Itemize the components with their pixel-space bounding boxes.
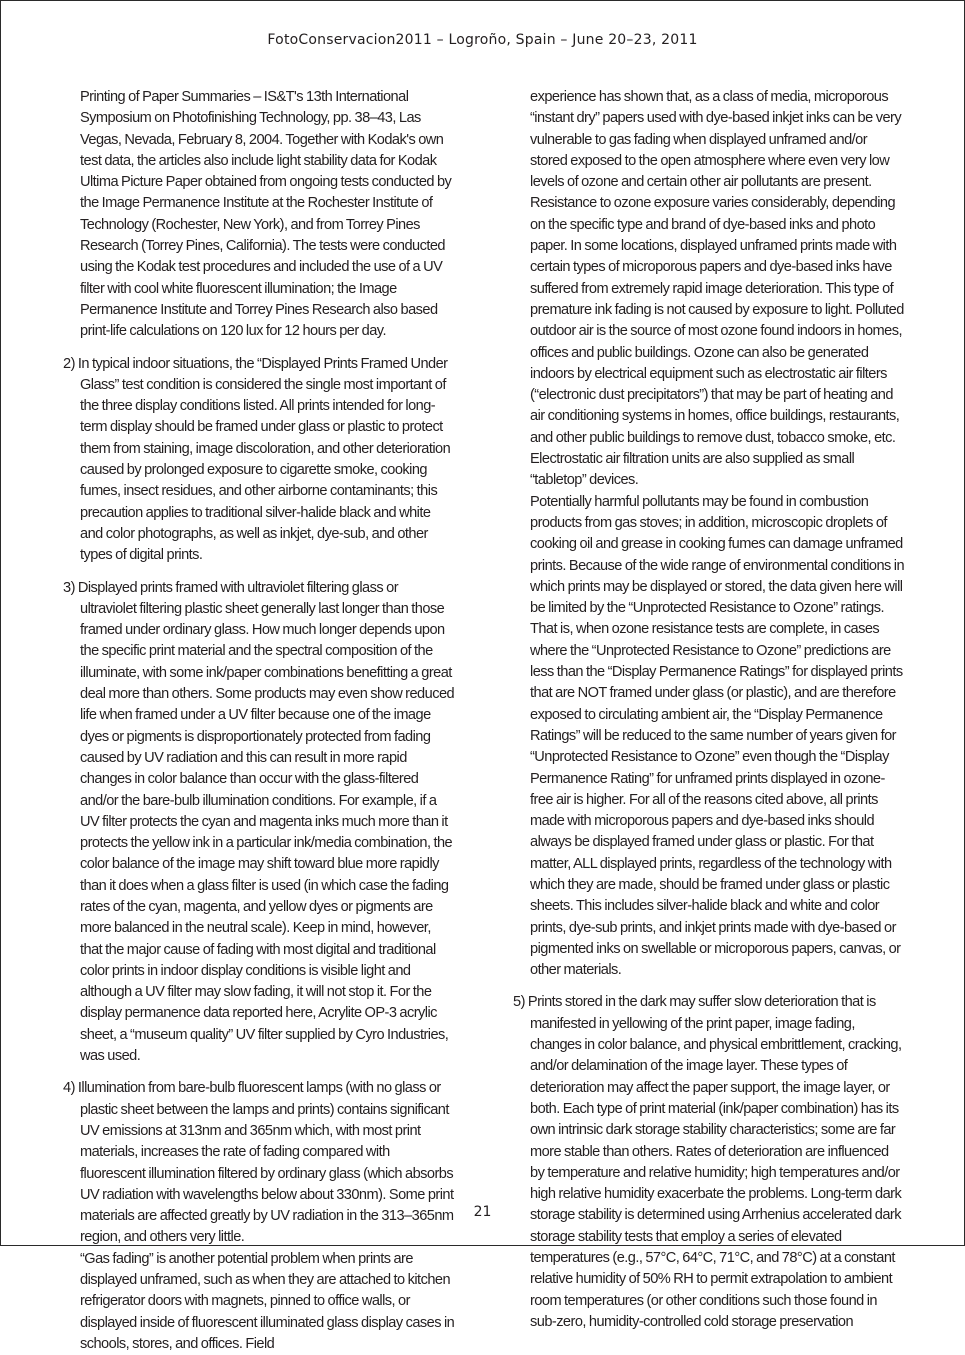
running-header: FotoConservacion2011 – Logroño, Spain – June 20–23, 2011 [267, 32, 698, 48]
continued-paragraph: experience has shown that, as a class of media, microporous “instant dry” papers used with dye-based inkjet inks can be very vulnerable to gas fading when displayed unframed and/or stored exposed to the open atmosphere where even very low levels of ozone and certain other air pollutants are present. Resistance to ozone exposure varies considerably, depending on the specific type and brand of dye-based inks and photo paper. In some locations, displayed unframed prints made with certain types of microporous papers and dye-based inks have suffered from extremely rapid image deterioration. This type of premature ink fading is not caused by exposure to light. Polluted outdoor air is the source of most ozone found indoors in homes, offices and public buildings. Ozone can also be generated indoors by electrical equipment such as electrostatic air filters (“electronic dust precipitators”) that may be part of heating and air conditioning systems in homes, office buildings, restaurants, and other public buildings to remove dust, tobacco smoke, etc. Electrostatic air filtration units are also supplied as small “tabletop” devices. [530, 89, 904, 489]
list-item-4-continuation: “Gas fading” is another potential problem when prints are displayed unframed, such as when they are attached to kitchen refrigerator doors with magnets, pinned to office walls, or displayed inside of fluorescent illuminated glass display cases in schools, stores, and offices. Field [80, 1250, 455, 1352]
list-item-4: 4) Illumination from bare-bulb fluorescent lamps (with no glass or plastic sheet between the lamps and prints) contains significant UV emissions at 313nm and 365nm which, with most print materials, increases the rate of fading compared with fluorescent illumination filtered by ordinary glass (which absorbs UV radiation with wavelengths below about 330nm). Some print materials are affected greatly by UV radiation in the 313–365nm region, and others very little. [63, 1080, 454, 1246]
list-item-5: 5) Prints stored in the dark may suffer slow deterioration that is manifested in yellowing of the print paper, image fading, changes in color balance, and physical embrittlement, cracking, and/or delamination of the image layer. These types of deterioration may affect the paper support, the image layer, or both. Each type of print material (ink/paper combination) has its own intrinsic dark storage stability characteristics; some are far more stable than others. Rates of deterioration are influenced by temperature and relative humidity; high temperatures and/or high relative humidity exacerbate the problems. Long-term dark storage stability is determined using Arrhenius accelerated dark storage stability tests that employ a series of elevated temperatures (e.g., 57°C, 64°C, 71°C, and 78°C) at a constant relative humidity of 50% RH to permit extrapolation to ambient room temperatures (or other conditions such those found in sub-zero, humidity-controlled cold storage preservation [513, 994, 902, 1330]
continued-paragraph: Printing of Paper Summaries – IS&T's 13th International Symposium on Photofinishing Technology, pp. 38–43, Las Vegas, Nevada, February 8, 2004. Together with Kodak's own test data, the articles also include light stability data for Kodak Ultima Picture Paper obtained from ongoing tests conducted by the Image Permanence Institute at the Rochester Institute of Technology (Rochester, New York), and from Torrey Pines Research (Torrey Pines, California). The tests were conducted using the Kodak test procedures and included the use of a UV filter with cool white fluorescent illumination; the Image Permanence Institute and Torrey Pines Research also based print-life calculations on 120 lux for 12 hours per day. [80, 89, 452, 340]
list-item-3: 3) Displayed prints framed with ultraviolet filtering glass or ultraviolet filtering plastic sheet generally last longer than those framed under ordinary glass. How much longer depends upon the specific print material and the spectral composition of the illuminate, with some ink/paper combinations benefitting a great deal more than others. Some products may even show reduced life when framed under a UV filter because one of the image dyes or pigments is disproportionately protected from fading caused by UV radiation and this can result in more rapid changes in color balance than occur with the glass-filtered and/or the bare-bulb illumination conditions. For example, if a UV filter protects the cyan and magenta inks much more than it protects the yellow ink in a particular ink/media combination, the color balance of the image may shift toward blue more rapidly than it does when a glass filter is used (in which case the fading rates of the cyan, magenta, and yellow dyes or pigments are more balanced in the neutral scale). Keep in mind, however, that the major cause of fading with most digital and traditional color prints in indoor display conditions is visible light and although a UV filter may slow fading, it will not stop it. For the display permanence data reported here, Acrylite OP-3 acrylic sheet, a “museum quality” UV filter supplied by Cyro Industries, was used. [63, 579, 455, 1065]
page-number: 21 [473, 1204, 492, 1220]
list-item-2: 2) In typical indoor situations, the “Displayed Prints Framed Under Glass” test condition is considered the single most important of the three display conditions listed. All prints intended for long-term display should be framed under glass or plastic to protect them from staining, image discoloration, and other deterioration caused by prolonged exposure to cigarette smoke, cooking fumes, insect residues, and other airborne contaminants; this precaution applies to traditional silver-halide black and white and color photographs, as well as inkjet, dye-sub, and other types of digital prints. [63, 355, 451, 564]
gas-fading-paragraph: Potentially harmful pollutants may be found in combustion products from gas stoves; in addition, microscopic droplets of cooking oil and grease in cooking fumes can damage unframed prints. Because of the wide range of environmental conditions in which prints may be displayed or stored, the data given here will be limited by the “Unprotected Resistance to Ozone” ratings. That is, when ozone resistance tests are complete, in cases where the “Unprotected Resistance to Ozone” predictions are less than the “Display Permanence Ratings” for displayed prints that are NOT framed under glass (or plastic), and are therefore exposed to circulating ambient air, the “Display Permanence Ratings” will be reduced to the same number of years given for “Unprotected Resistance to Ozone” even though the “Display Permanence Rating” for unframed prints displayed in ozone-free air is higher. For all of the reasons cited above, all prints made with microporous papers and dye-based inks should always be displayed framed under glass or plastic. For that matter, ALL displayed prints, regardless of the technology with which they are made, should be framed under glass or plastic sheets. This includes silver-halide black and white and color prints, dye-sub prints, and inkjet prints made with dye-based or pigmented inks on swellable or microporous papers, canvas, or other materials. [530, 493, 905, 979]
left-column [63, 87, 455, 1355]
right-column [513, 87, 905, 1333]
